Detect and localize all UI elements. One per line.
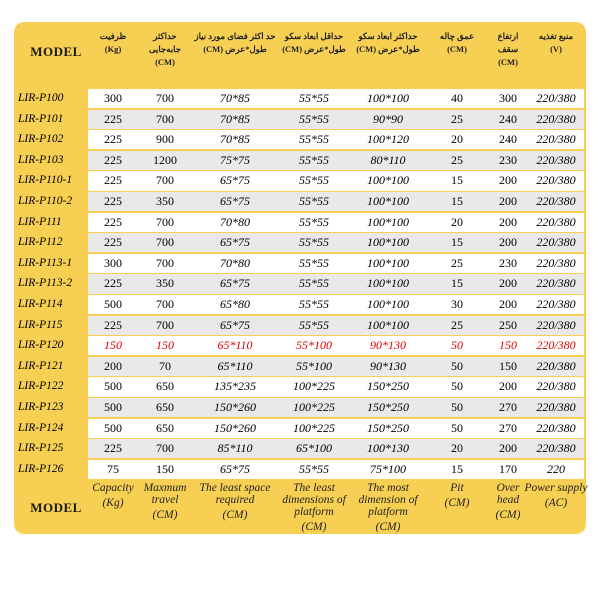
cell-pit: 20	[451, 214, 463, 229]
cell-space: 85*110	[217, 441, 253, 456]
cell-space: 70*80	[220, 255, 250, 270]
cell-max_platform: 100*100	[367, 235, 409, 250]
column-footer-unit: (AC)	[544, 497, 568, 509]
cell-min_platform: 55*55	[299, 111, 329, 126]
cell-pit: 20	[451, 441, 463, 456]
cell-space: 65*75	[220, 173, 250, 188]
column-header-fa-unit: طول*عرض (CM)	[203, 44, 267, 54]
model-name: LIR-P112	[18, 236, 63, 249]
cell-capacity: 225	[104, 317, 122, 332]
model-name: LIR-P122	[18, 380, 64, 393]
table-row	[88, 419, 584, 440]
cell-power: 220/380	[536, 152, 576, 167]
cell-overhead: 200	[499, 296, 517, 311]
column-footer-label: The least space required	[199, 482, 271, 506]
cell-min_platform: 55*55	[299, 296, 329, 311]
cell-overhead: 170	[499, 461, 517, 476]
cell-power: 220/380	[536, 296, 576, 311]
cell-travel: 700	[156, 317, 174, 332]
table-row	[88, 151, 584, 172]
cell-overhead: 200	[499, 193, 517, 208]
column-header-min_platform	[278, 30, 350, 56]
column-header-fa-label: منبع تغذیه	[538, 31, 574, 41]
table-row	[88, 171, 584, 192]
model-name: LIR-P126	[18, 462, 64, 475]
cell-overhead: 240	[499, 132, 517, 147]
cell-min_platform: 100*225	[293, 379, 335, 394]
model-name: LIR-P125	[18, 442, 64, 455]
cell-min_platform: 100*225	[293, 420, 335, 435]
cell-overhead: 200	[499, 173, 517, 188]
cell-power: 220/380	[536, 235, 576, 250]
cell-overhead: 200	[499, 276, 517, 291]
table-row	[88, 398, 584, 419]
cell-max_platform: 100*130	[367, 441, 409, 456]
cell-pit: 40	[451, 91, 463, 105]
column-header-fa-label: ارتفاع سقف	[497, 31, 519, 54]
cell-capacity: 75	[107, 461, 119, 476]
cell-space: 70*85	[220, 132, 250, 147]
table-row	[88, 233, 584, 254]
cell-min_platform: 55*55	[299, 152, 329, 167]
cell-overhead: 230	[499, 152, 517, 167]
column-header-fa-label: حداقل ابعاد سکو	[284, 31, 344, 41]
cell-power: 220/380	[536, 399, 576, 414]
cell-min_platform: 65*100	[296, 441, 332, 456]
cell-max_platform: 100*100	[367, 255, 409, 270]
cell-space: 135*235	[214, 379, 256, 394]
cell-max_platform: 150*250	[367, 379, 409, 394]
column-footer-unit: (CM)	[375, 521, 401, 533]
cell-travel: 70	[159, 358, 171, 373]
cell-overhead: 250	[499, 317, 517, 332]
cell-space: 70*85	[220, 111, 250, 126]
cell-max_platform: 150*250	[367, 399, 409, 414]
cell-space: 150*260	[214, 420, 256, 435]
cell-travel: 900	[156, 132, 174, 147]
cell-min_platform: 55*55	[299, 132, 329, 147]
cell-pit: 25	[451, 255, 463, 270]
model-name: LIR-P120	[18, 339, 64, 352]
cell-max_platform: 100*100	[367, 296, 409, 311]
cell-capacity: 225	[104, 193, 122, 208]
cell-travel: 700	[156, 214, 174, 229]
cell-capacity: 225	[104, 173, 122, 188]
cell-pit: 25	[451, 317, 463, 332]
cell-power: 220	[547, 461, 565, 476]
column-header-fa-unit: طول*عرض (CM)	[356, 44, 420, 54]
cell-space: 70*85	[220, 91, 250, 105]
column-header-fa-label: حداکثر جابه‌جایی	[148, 31, 182, 54]
cell-pit: 30	[451, 296, 463, 311]
cell-max_platform: 100*100	[367, 173, 409, 188]
cell-max_platform: 100*120	[367, 132, 409, 147]
cell-travel: 350	[156, 193, 174, 208]
cell-travel: 700	[156, 91, 174, 105]
table-row	[88, 439, 584, 460]
column-header-fa-unit: (CM)	[155, 57, 175, 67]
column-footer-label: The most dimension of platform	[358, 482, 418, 518]
cell-power: 220/380	[536, 173, 576, 188]
cell-power: 220/380	[536, 132, 576, 147]
cell-overhead: 200	[499, 235, 517, 250]
cell-travel: 650	[156, 379, 174, 394]
cell-min_platform: 55*55	[299, 317, 329, 332]
column-footer-unit: (CM)	[444, 497, 470, 509]
cell-min_platform: 100*225	[293, 399, 335, 414]
cell-pit: 50	[451, 379, 463, 394]
cell-space: 65*75	[220, 461, 250, 476]
cell-space: 70*80	[220, 214, 250, 229]
cell-pit: 50	[451, 420, 463, 435]
column-footer-label: Capacity	[92, 482, 134, 494]
cell-capacity: 225	[104, 111, 122, 126]
table-row	[88, 336, 584, 357]
cell-power: 220/380	[536, 441, 576, 456]
cell-max_platform: 100*100	[367, 214, 409, 229]
cell-overhead: 270	[499, 420, 517, 435]
column-header-capacity	[88, 30, 138, 56]
column-footer-label: Pit	[450, 482, 464, 494]
cell-travel: 700	[156, 296, 174, 311]
cell-power: 220/380	[536, 276, 576, 291]
cell-min_platform: 55*55	[299, 193, 329, 208]
table-row	[88, 254, 584, 275]
cell-space: 65*110	[217, 358, 253, 373]
cell-max_platform: 90*130	[370, 338, 406, 353]
cell-pit: 25	[451, 152, 463, 167]
cell-pit: 15	[451, 461, 463, 476]
model-name: LIR-P114	[18, 297, 63, 310]
cell-capacity: 500	[104, 399, 122, 414]
column-header-fa-unit: طول*عرض (CM)	[282, 44, 346, 54]
cell-overhead: 200	[499, 379, 517, 394]
model-name: LIR-P100	[18, 92, 64, 104]
cell-pit: 15	[451, 235, 463, 250]
cell-min_platform: 55*55	[299, 276, 329, 291]
column-footer-unit: (CM)	[152, 509, 178, 521]
table-row	[88, 357, 584, 378]
column-footer-max_platform	[346, 482, 430, 533]
cell-travel: 150	[156, 338, 174, 353]
cell-max_platform: 80*110	[370, 152, 406, 167]
cell-power: 220/380	[536, 214, 576, 229]
column-header-fa-unit: (CM)	[498, 57, 518, 67]
cell-min_platform: 55*55	[299, 255, 329, 270]
cell-power: 220/380	[536, 255, 576, 270]
cell-overhead: 300	[499, 91, 517, 105]
column-footer-label: Power supply	[524, 482, 588, 494]
cell-min_platform: 55*55	[299, 91, 329, 105]
cell-space: 65*75	[220, 193, 250, 208]
cell-pit: 15	[451, 276, 463, 291]
column-header-fa-label: ظرفیت	[99, 31, 127, 41]
column-footer-space	[188, 482, 282, 521]
column-header-overhead	[488, 30, 528, 69]
cell-pit: 25	[451, 111, 463, 126]
cell-capacity: 300	[104, 91, 122, 105]
model-name: LIR-P121	[18, 359, 64, 372]
cell-min_platform: 55*100	[296, 338, 332, 353]
cell-travel: 650	[156, 399, 174, 414]
cell-pit: 50	[451, 338, 463, 353]
model-header-bottom: MODEL	[30, 500, 82, 515]
column-header-travel	[138, 30, 192, 69]
column-header-fa-unit: (CM)	[447, 44, 467, 54]
column-footer-label: The least dimensions of platform	[282, 482, 346, 518]
cell-min_platform: 55*55	[299, 214, 329, 229]
cell-power: 220/380	[536, 193, 576, 208]
cell-min_platform: 55*55	[299, 173, 329, 188]
cell-capacity: 225	[104, 214, 122, 229]
cell-overhead: 230	[499, 255, 517, 270]
cell-overhead: 150	[499, 338, 517, 353]
cell-max_platform: 100*100	[367, 317, 409, 332]
cell-power: 220/380	[536, 111, 576, 126]
model-name: LIR-P110-1	[18, 174, 73, 187]
cell-capacity: 225	[104, 235, 122, 250]
cell-space: 75*75	[220, 152, 250, 167]
cell-pit: 15	[451, 193, 463, 208]
cell-travel: 700	[156, 235, 174, 250]
cell-travel: 700	[156, 111, 174, 126]
cell-max_platform: 90*90	[373, 111, 403, 126]
column-footer-min_platform	[274, 482, 354, 533]
cell-capacity: 500	[104, 420, 122, 435]
cell-capacity: 225	[104, 441, 122, 456]
cell-space: 65*75	[220, 276, 250, 291]
spec-table	[88, 89, 584, 480]
column-footer-unit: (CM)	[495, 509, 521, 521]
model-name: LIR-P103	[18, 153, 64, 166]
cell-overhead: 200	[499, 441, 517, 456]
cell-pit: 50	[451, 399, 463, 414]
cell-min_platform: 55*100	[296, 358, 332, 373]
cell-power: 220/380	[536, 317, 576, 332]
cell-overhead: 200	[499, 214, 517, 229]
cell-max_platform: 100*100	[367, 91, 409, 105]
model-name: LIR-P124	[18, 421, 64, 434]
cell-max_platform: 90*130	[370, 358, 406, 373]
cell-space: 65*75	[220, 235, 250, 250]
cell-travel: 700	[156, 255, 174, 270]
cell-capacity: 200	[104, 358, 122, 373]
table-row	[88, 213, 584, 234]
model-name: LIR-P123	[18, 400, 64, 413]
column-footer-label: Maxmum travel	[143, 482, 187, 506]
column-footer-unit: (CM)	[222, 509, 248, 521]
column-footer-unit: (CM)	[301, 521, 327, 533]
header-row	[14, 22, 586, 88]
table-row	[88, 192, 584, 213]
cell-min_platform: 55*55	[299, 235, 329, 250]
cell-max_platform: 75*100	[370, 461, 406, 476]
model-name: LIR-P113-1	[18, 256, 73, 269]
cell-power: 220/380	[536, 338, 576, 353]
cell-capacity: 225	[104, 132, 122, 147]
cell-travel: 700	[156, 173, 174, 188]
column-header-space	[192, 30, 278, 56]
cell-capacity: 500	[104, 296, 122, 311]
column-footer-pit	[422, 482, 492, 509]
column-header-fa-label: حداکثر ابعاد سکو	[358, 31, 418, 41]
column-header-fa-unit: (Kg)	[104, 44, 122, 54]
table-row	[88, 89, 584, 110]
cell-pit: 50	[451, 358, 463, 373]
cell-max_platform: 100*100	[367, 276, 409, 291]
column-header-pit	[426, 30, 488, 56]
table-row	[88, 316, 584, 337]
cell-power: 220/380	[536, 420, 576, 435]
cell-space: 65*80	[220, 296, 250, 311]
cell-travel: 350	[156, 276, 174, 291]
column-header-fa-unit: (V)	[550, 44, 562, 54]
cell-space: 150*260	[214, 399, 256, 414]
cell-capacity: 225	[104, 152, 122, 167]
cell-pit: 20	[451, 132, 463, 147]
cell-overhead: 270	[499, 399, 517, 414]
cell-travel: 650	[156, 420, 174, 435]
footer-row	[14, 478, 586, 534]
cell-max_platform: 150*250	[367, 420, 409, 435]
cell-pit: 15	[451, 173, 463, 188]
cell-overhead: 240	[499, 111, 517, 126]
model-name: LIR-P101	[18, 112, 64, 125]
model-name: LIR-P110-2	[18, 194, 73, 207]
cell-min_platform: 55*55	[299, 461, 329, 476]
model-name: LIR-P102	[18, 133, 64, 146]
model-name: LIR-P115	[18, 318, 63, 331]
cell-travel: 700	[156, 441, 174, 456]
table-row	[88, 295, 584, 316]
cell-capacity: 500	[104, 379, 122, 394]
cell-power: 220/380	[536, 379, 576, 394]
table-row	[88, 274, 584, 295]
cell-travel: 150	[156, 461, 174, 476]
column-footer-label: Over head	[496, 482, 520, 506]
table-row	[88, 130, 584, 151]
cell-space: 65*110	[217, 338, 253, 353]
column-footer-unit: (Kg)	[102, 497, 124, 509]
cell-capacity: 225	[104, 276, 122, 291]
column-header-max_platform	[350, 30, 426, 56]
cell-space: 65*75	[220, 317, 250, 332]
table-row	[88, 110, 584, 131]
cell-overhead: 150	[499, 358, 517, 373]
cell-power: 220/380	[536, 91, 576, 105]
table-row	[88, 377, 584, 398]
model-name: LIR-P111	[18, 215, 62, 228]
column-header-power	[528, 30, 584, 56]
cell-capacity: 300	[104, 255, 122, 270]
model-header-top: MODEL	[30, 44, 82, 59]
model-column	[16, 89, 88, 480]
cell-capacity: 150	[104, 338, 122, 353]
model-name: LIR-P113-2	[18, 277, 73, 290]
cell-power: 220/380	[536, 358, 576, 373]
cell-max_platform: 100*100	[367, 193, 409, 208]
column-header-fa-label: عمق چاله	[439, 31, 475, 41]
column-header-fa-label: حد اکثر فضای مورد نیاز	[194, 31, 276, 41]
cell-travel: 1200	[153, 152, 177, 167]
column-footer-travel	[134, 482, 196, 521]
column-footer-power	[524, 482, 588, 509]
